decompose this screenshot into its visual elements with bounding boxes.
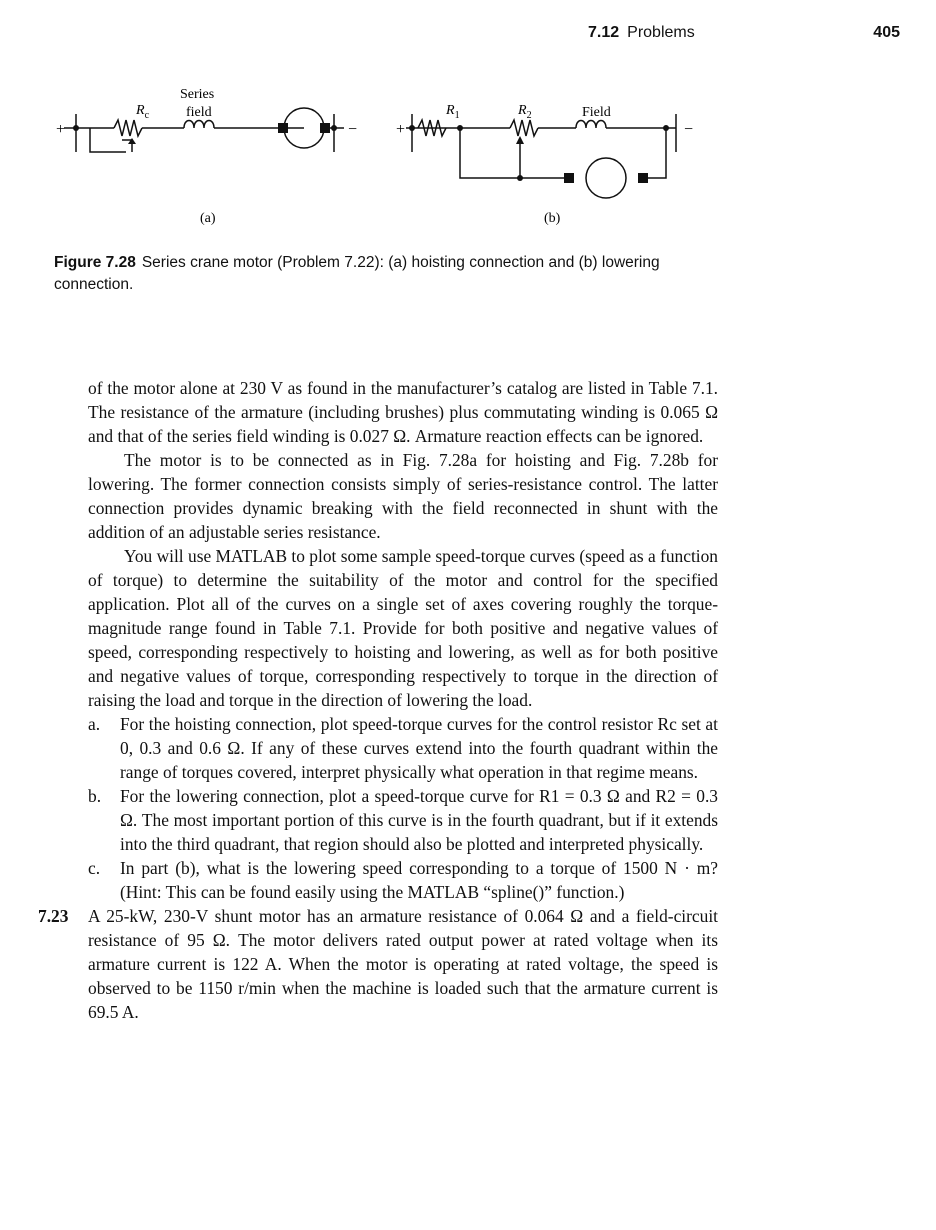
svg-text:R2 [517,103,532,121]
problem-number: 7.23 [38,906,69,926]
section-number: 7.12 [588,24,620,41]
item-label: b. [88,786,102,806]
item-label: a. [88,714,101,734]
paragraph-2: The motor is to be connected as in Fig. 7.28a for hoisting and Fig. 7.28b for lowering. The former connection consists simply of series-resistance control. The latter connection provides dynamic breaking with the field reconnected in shunt with the addition of an adjustable series resistance. [88,450,718,542]
problem-7-23 [38,904,718,1024]
label-rc-sub: c [144,110,150,121]
label-rc: R [136,103,145,118]
label-r1-sub: 1 [454,110,460,121]
minus-a: − [348,121,358,138]
label-field: Field [582,105,611,120]
motor-b [564,158,648,198]
list-item [88,712,718,784]
figure-caption [54,252,674,296]
problem-text: A 25-kW, 230-V shunt motor has an armature resistance of 0.064 Ω and a field-circuit resistance of 95 Ω. The motor delivers rated output power at rated voltage when its armature current is 122 A. When the motor is operating at rated voltage, the speed is observed to be 1150 r/min when the machine is loaded such that the armature current is 69.5 A. [88,906,718,1022]
caption-text: Series crane motor (Problem 7.22): (a) hoisting connection and (b) lowering connection. [54,254,660,293]
plus-a: + [56,121,66,138]
circuit-figure [54,78,714,236]
label-series-field: field [186,105,212,120]
panel-b-label: (b) [544,211,561,226]
svg-text:R1 [445,103,460,121]
label-r2: R [518,103,527,118]
list-item [88,856,718,904]
list-item [88,784,718,856]
item-text: For the hoisting connection, plot speed-torque curves for the control resistor Rc set at 0, 0.3 and 0.6 Ω. If any of these curves extend into the fourth quadrant within the range of torques covered, interpret physically what operation in that regime means. [120,714,718,782]
paragraph-3: You will use MATLAB to plot some sample speed-torque curves (speed as a function of torque) to determine the suitability of the motor and control for the specified application. Plot all of the curves on a single set of axes covering roughly the torque-magnitude range found in Table 7.1. Provide for both positive and negative values of speed, corresponding respectively to hoisting and lowering, as well as for both positive and negative values of torque, corresponding respectively to torque in the direction of raising the load and torque in the direction of lowering the load. [88,546,718,710]
section-heading [588,24,695,42]
svg-text:Rc [135,103,150,121]
body-text [38,376,718,1024]
caption-label: Figure 7.28 [54,254,136,271]
label-r1: R [446,103,455,118]
panel-a-label: (a) [200,211,216,226]
section-title: Problems [627,24,695,41]
label-series: Series [180,87,215,102]
item-label: c. [88,858,101,878]
page-number: 405 [873,24,900,41]
minus-b: − [684,121,694,138]
paragraph-1: of the motor alone at 230 V as found in the manufacturer’s catalog are listed in Table 7.1. The resistance of the armature (including brushes) plus commutating winding is 0.065 Ω and that of the series field winding is 0.027 Ω. Armature reaction effects can be ignored. [88,378,718,446]
item-text: In part (b), what is the lowering speed corresponding to a torque of 1500 N · m? (Hint: This can be found easily using the MATLAB “spline()” function.) [120,858,718,902]
item-text: For the lowering connection, plot a speed-torque curve for R1 = 0.3 Ω and R2 = 0.3 Ω. The most important portion of this curve is in the fourth quadrant, but if it extends into the third quadrant, that region should also be plotted and interpreted physically. [120,786,718,854]
plus-b: + [396,121,406,138]
label-r2-sub: 2 [526,110,532,121]
